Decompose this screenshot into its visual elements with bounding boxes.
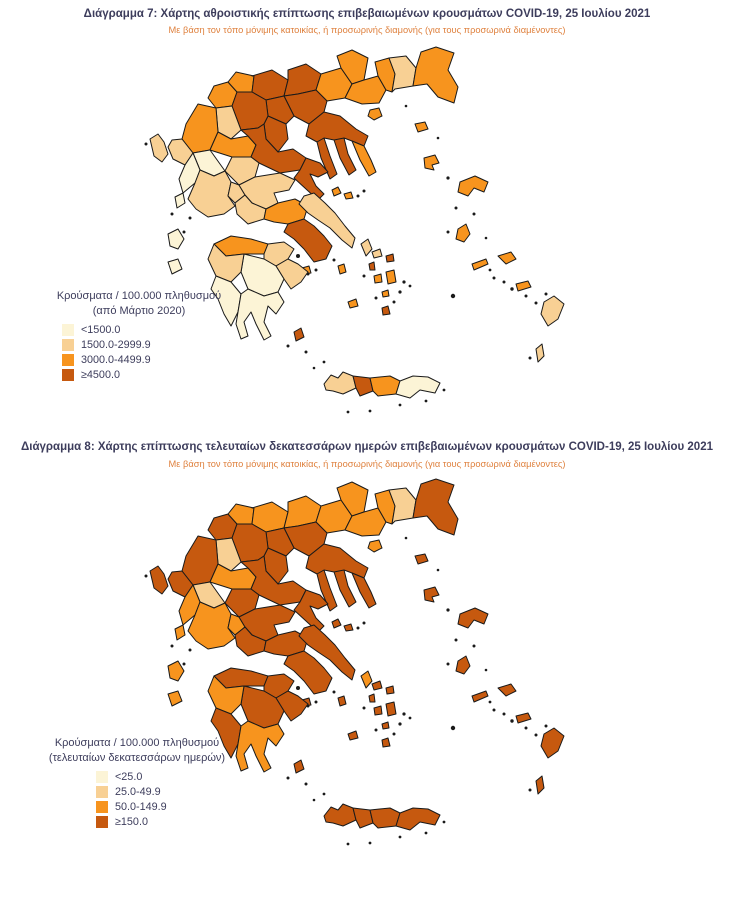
legend-item [96,771,268,783]
region-syros [369,694,375,702]
region-tinos [372,249,382,258]
figure7-title: Διάγραμμα 7: Χάρτης αθροιστικής επίπτωσης επιβεβαιωμένων κρουσμάτων COVID-19, 25 Ιουλίου 2021 [83,8,651,20]
legend-color-swatch [96,801,108,813]
region-chios [456,224,470,242]
legend-label: 3000.0-4499.9 [81,354,151,367]
legend-title-line2: (τελευταίων δεκατεσσάρων ημερών) [48,751,226,764]
region-lesbos [458,608,488,628]
region-ikaria [472,691,488,702]
region-kea [338,264,346,274]
region-lasithi [396,808,440,830]
region-santorini [382,306,390,315]
region-zakynthos [168,259,182,274]
region-zakynthos [168,691,182,706]
legend-label: <1500.0 [81,324,121,337]
legend-item [96,816,268,828]
region-karpathos [536,776,544,794]
region-ikaria [472,259,488,270]
legend-label: 25.0-49.9 [115,786,161,799]
region-chania [324,372,356,394]
legend-items [96,771,268,828]
region-attica [284,651,332,694]
region-kefalonia [168,229,184,249]
legend-label: ≥4500.0 [81,369,120,382]
legend-items [62,324,264,381]
region-karpathos [536,344,544,362]
region-lesbos [458,176,488,196]
region-evros [413,47,458,103]
region-evros [413,479,458,535]
region-kefalonia [168,661,184,681]
legend-color-swatch [96,816,108,828]
legend-item [96,786,268,798]
region-heraklion [370,376,400,396]
legend-color-swatch [96,771,108,783]
legend-item [62,339,264,351]
region-santorini [382,738,390,747]
figure8-title: Διάγραμμα 8: Χάρτης επίπτωσης τελευταίων δεκατεσσάρων ημερών επιβεβαιωμένων κρουσμάτων COVID-19, 25 Ιουλίου 2021 [20,441,713,453]
figure7-legend [14,289,264,381]
figure7-subtitle: Με βάση τον τόπο μόνιμης κατοικίας, ή προσωρινής διαμονής (για τους προσωρινά διαμένοντες) [168,25,566,35]
region-limnos [424,155,439,170]
legend-item [96,801,268,813]
legend-item [62,354,264,366]
region-tinos [372,681,382,690]
region-samos [498,684,516,696]
region-kythira [294,760,304,773]
region-samos [498,252,516,264]
figure8-subtitle: Με βάση τον τόπο μόνιμης κατοικίας, ή προσωρινής διαμονής (για τους προσωρινά διαμένοντες) [168,459,566,469]
region-syros [369,262,375,270]
region-mykonos [386,254,394,262]
figure8-legend [6,736,268,828]
legend-color-swatch [62,339,74,351]
region-kos [516,713,531,723]
region-mykonos [386,686,394,694]
legend-label: <25.0 [115,771,143,784]
region-andros [361,671,372,688]
region-sporades [332,619,353,631]
legend-title-line1: Κρούσματα / 100.000 πληθυσμού [56,290,222,302]
legend-color-swatch [62,369,74,381]
region-samothrace [415,122,428,132]
region-sporades [332,187,353,199]
region-naxos [386,270,396,284]
region-paros [374,706,382,715]
region-lefkada [175,193,185,208]
region-ios [382,722,389,729]
legend-label: ≥150.0 [115,816,148,829]
legend-item [62,324,264,336]
legend-label: 50.0-149.9 [115,801,167,814]
legend-color-swatch [62,354,74,366]
legend-label: 1500.0-2999.9 [81,339,151,352]
region-heraklion [370,808,400,828]
region-paros [374,274,382,283]
legend-title-line1: Κρούσματα / 100.000 πληθυσμού [54,737,220,749]
region-samothrace [415,554,428,564]
legend-title-line2: (από Μάρτιο 2020) [92,304,186,317]
region-lefkada [175,625,185,640]
legend-item [62,369,264,381]
region-thasos [368,540,382,552]
region-milos [348,731,358,740]
legend-color-swatch [62,324,74,336]
region-milos [348,299,358,308]
region-limnos [424,587,439,602]
legend-color-swatch [96,786,108,798]
region-kythira [294,328,304,341]
region-thasos [368,108,382,120]
region-rhodes [541,728,564,758]
region-chios [456,656,470,674]
region-chania [324,804,356,826]
region-andros [361,239,372,256]
region-corfu [150,134,168,162]
region-kos [516,281,531,291]
region-lasithi [396,376,440,398]
region-ios [382,290,389,297]
region-kea [338,696,346,706]
region-naxos [386,702,396,716]
region-rhodes [541,296,564,326]
region-attica [284,219,332,262]
region-corfu [150,566,168,594]
